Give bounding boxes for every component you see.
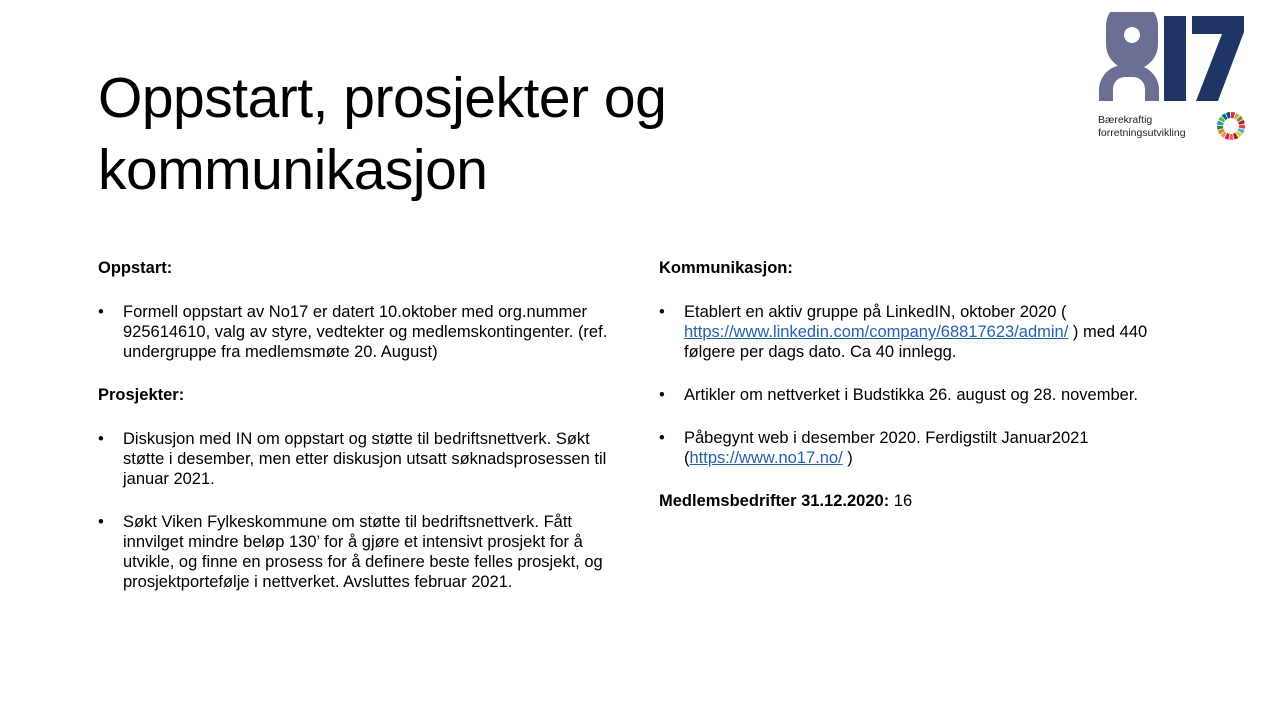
members-label: Medlemsbedrifter 31.12.2020: [659, 492, 890, 510]
bullet-icon: • [659, 386, 665, 404]
logo-digit-1 [1164, 16, 1186, 101]
linkedin-link[interactable]: https://www.linkedin.com/company/68817623/admin/ [684, 323, 1069, 341]
title-line-2: kommunikasjon [98, 138, 488, 202]
list-item: • Søkt Viken Fylkeskommune om støtte til bedriftsnettverk. Fått innvilget mindre beløp 130’ for å gjøre et intensivt prosjekt for å utvikle, og finne en prosess for å definere beste felles prosjekt, og prosjektportefølje i nettverket. Avsluttes februar 2021. [98, 513, 603, 591]
sdg-wheel-icon [1216, 111, 1246, 141]
prosjekter-heading: Prosjekter: [98, 386, 185, 404]
oppstart-heading: Oppstart: [98, 259, 173, 277]
kommunikasjon-list [659, 302, 1179, 468]
logo-o-hole [1124, 27, 1140, 43]
bullet-icon: • [98, 513, 104, 531]
bullet-icon: • [98, 303, 104, 321]
bullet-icon: • [659, 429, 665, 447]
logo-digit-7 [1192, 16, 1244, 101]
website-link[interactable]: https://www.no17.no/ [689, 449, 843, 467]
list-item: • Etablert en aktiv gruppe på LinkedIN, oktober 2020 ( https://www.linkedin.com/company/68817623/admin/ ) med 440 følgere per dags dato. Ca 40 innlegg. [659, 303, 1148, 361]
members-value: 16 [889, 492, 913, 510]
sdg-segment [1239, 125, 1245, 129]
list-item: • Påbegynt web i desember 2020. Ferdigstilt Januar2021 (https://www.no17.no/ ) [659, 429, 1089, 467]
bullet-icon: • [98, 430, 104, 448]
prosjekter-list [98, 429, 628, 592]
sdg-segment [1229, 134, 1233, 140]
title-line-1: Oppstart, prosjekter og [98, 66, 667, 130]
members-count [659, 491, 1179, 511]
left-column [98, 258, 628, 615]
list-item: • Formell oppstart av No17 er datert 10.oktober med org.nummer 925614610, valg av styre, vedtekter og medlemskontingenter. (ref. undergruppe fra medlemsmøte 20. August) [98, 303, 608, 361]
list-item: • Diskusjon med IN om oppstart og støtte til bedriftsnettverk. Søkt støtte i desember, men etter diskusjon utsatt søknadsprosessen til januar 2021. [98, 430, 607, 488]
kommunikasjon-heading: Kommunikasjon: [659, 259, 793, 277]
bullet-icon: • [659, 303, 665, 321]
right-column [659, 258, 1179, 511]
oppstart-list [98, 302, 628, 362]
logo-tagline: Bærekraftig forretningsutvikling [1098, 114, 1186, 139]
slide-title [98, 62, 858, 206]
list-item: • Artikler om nettverket i Budstikka 26. august og 28. november. [659, 386, 1138, 404]
